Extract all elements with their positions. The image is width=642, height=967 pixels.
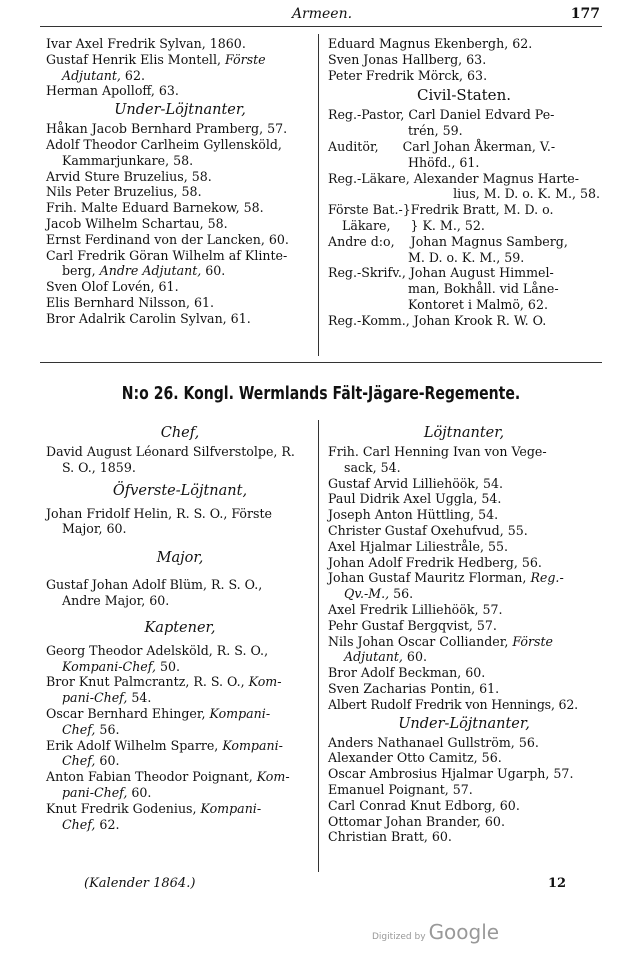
list-item: Bror Adalrik Carolin Sylvan, 61.: [46, 310, 251, 326]
list-item: man, Bokhåll. vid Låne-: [408, 281, 559, 297]
list-item: Reg.-Skrifv., Johan August Himmel-: [328, 265, 554, 281]
signature-number: 12: [548, 876, 567, 891]
regiment-title: N:o 26. Kongl. Wermlands Fält-Jägare-Regemente.: [121, 383, 521, 404]
page-header: [44, 6, 600, 24]
list-item: Läkare, } K. M., 52.: [342, 217, 485, 233]
list-item: Chef, 62.: [62, 816, 120, 832]
list-item: Carl Fredrik Göran Wilhelm af Klinte-: [46, 247, 288, 263]
section-heading: Under-Löjtnanter,: [114, 102, 246, 119]
list-item: Christian Bratt, 60.: [328, 829, 452, 845]
list-item: Ivar Axel Fredrik Sylvan, 1860.: [46, 36, 246, 51]
list-item: sack, 54.: [344, 459, 401, 475]
list-item: Frih. Carl Henning Ivan von Vege-: [328, 444, 547, 459]
list-item: Alexander Otto Camitz, 56.: [328, 750, 502, 766]
section-heading: Löjtnanter,: [423, 425, 505, 441]
list-item: Bror Knut Palmcrantz, R. S. O., Kom-: [46, 674, 282, 690]
list-item: Paul Didrik Axel Uggla, 54.: [328, 491, 502, 507]
column-divider: [318, 420, 319, 872]
list-item: Hhöfd., 61.: [408, 154, 480, 170]
list-item: Emanuel Poignant, 57.: [328, 781, 473, 797]
watermark-brand: Google: [428, 920, 500, 944]
section-heading: Öfverste-Löjtnant,: [112, 482, 248, 499]
list-item: M. D. o. K. M., 59.: [408, 249, 525, 265]
list-item: Andre d:o, Johan Magnus Samberg,: [328, 233, 568, 249]
footer-kalender: (Kalender 1864.): [84, 876, 196, 891]
top-left-column: [46, 36, 314, 327]
list-item: Sven Zacharias Pontin, 61.: [328, 680, 500, 696]
list-item: Johan Adolf Fredrik Hedberg, 56.: [328, 554, 542, 570]
list-item: Herman Apolloff, 63.: [46, 83, 179, 99]
list-item: Georg Theodor Adelsköld, R. S. O.,: [46, 642, 269, 658]
column-divider: [318, 34, 319, 356]
list-item: Bror Adolf Beckman, 60.: [328, 665, 486, 681]
bottom-right-column: [328, 422, 600, 845]
list-item: S. O., 1859.: [62, 459, 136, 475]
list-item: Johan Gustaf Mauritz Florman, Reg.-: [328, 570, 564, 586]
list-item: Carl Conrad Knut Edborg, 60.: [328, 797, 520, 813]
list-item: Qv.-M., 56.: [344, 586, 414, 602]
list-item: Anton Fabian Theodor Poignant, Kom-: [46, 769, 290, 785]
list-item: Erik Adolf Wilhelm Sparre, Kompani-: [46, 737, 283, 753]
list-item: Jacob Wilhelm Schartau, 58.: [46, 215, 228, 231]
list-item: Gustaf Henrik Elis Montell, Förste: [46, 51, 266, 67]
list-item: Adjutant, 60.: [344, 649, 427, 665]
list-item: Oscar Ambrosius Hjalmar Ugarph, 57.: [328, 766, 574, 782]
list-item: Anders Nathanael Gullström, 56.: [328, 734, 539, 750]
list-item: lius, M. D. o. K. M., 58.: [453, 186, 600, 202]
list-item: trén, 59.: [408, 123, 463, 139]
google-watermark: [372, 920, 499, 944]
list-item: Frih. Malte Eduard Barnekow, 58.: [46, 200, 264, 216]
list-item: Chef, 60.: [62, 753, 120, 769]
running-title: Armeen.: [291, 6, 353, 22]
list-item: Eduard Magnus Ekenbergh, 62.: [328, 36, 533, 51]
section-heading: Under-Löjtnanter,: [398, 715, 530, 732]
list-item: Oscar Bernhard Ehinger, Kompani-: [46, 705, 271, 721]
list-item: pani-Chef, 54.: [62, 690, 152, 706]
list-item: Kammarjunkare, 58.: [62, 152, 194, 168]
list-item: Kompani-Chef, 50.: [62, 658, 181, 674]
list-item: Knut Fredrik Godenius, Kompani-: [46, 800, 262, 816]
list-item: Sven Olof Lovén, 61.: [46, 279, 179, 295]
list-item: Elis Bernhard Nilsson, 61.: [46, 294, 214, 310]
list-item: Reg.-Komm., Johan Krook R. W. O.: [328, 312, 547, 328]
list-item: Peter Fredrik Mörck, 63.: [328, 67, 488, 83]
list-item: Adjutant, 62.: [62, 67, 145, 83]
list-item: Axel Fredrik Lilliehöök, 57.: [328, 601, 503, 617]
list-item: Auditör, Carl Johan Åkerman, V.-: [328, 138, 556, 154]
list-item: Christer Gustaf Oxehufvud, 55.: [328, 522, 528, 538]
list-item: Pehr Gustaf Bergqvist, 57.: [328, 617, 497, 633]
list-item: Johan Fridolf Helin, R. S. O., Förste: [46, 505, 272, 521]
list-item: Reg.-Pastor, Carl Daniel Edvard Pe-: [328, 107, 555, 123]
list-item: David August Léonard Silfverstolpe, R.: [46, 444, 295, 459]
list-item: Albert Rudolf Fredrik von Hennings, 62.: [328, 696, 578, 712]
list-item: Gustaf Johan Adolf Blüm, R. S. O.,: [46, 577, 263, 593]
list-item: Sven Jonas Hallberg, 63.: [328, 51, 487, 67]
list-item: Gustaf Arvid Lilliehöök, 54.: [328, 475, 504, 491]
list-item: pani-Chef, 60.: [62, 784, 152, 800]
section-heading: Chef,: [160, 425, 200, 441]
page-number: 177: [570, 6, 600, 22]
list-item: Förste Bat.-}Fredrik Bratt, M. D. o.: [328, 202, 554, 218]
header-rule: [40, 26, 602, 27]
list-item: Joseph Anton Hüttling, 54.: [328, 507, 499, 523]
list-item: Axel Hjalmar Liliestråle, 55.: [328, 538, 509, 554]
list-item: Major, 60.: [62, 521, 127, 537]
bottom-left-column: [46, 422, 314, 832]
list-item: Kontoret i Malmö, 62.: [408, 296, 548, 312]
list-item: Nils Johan Oscar Colliander, Förste: [328, 633, 553, 649]
list-item: berg, Andre Adjutant, 60.: [62, 263, 226, 279]
list-item: Adolf Theodor Carlheim Gyllensköld,: [46, 136, 282, 152]
section-heading: Major,: [156, 550, 204, 567]
section-rule: [40, 362, 602, 363]
list-item: Arvid Sture Bruzelius, 58.: [46, 168, 212, 184]
section-heading: Kaptener,: [144, 619, 216, 636]
list-item: Andre Major, 60.: [62, 592, 170, 608]
list-item: Reg.-Läkare, Alexander Magnus Harte-: [328, 170, 580, 186]
list-item: Ernst Ferdinand von der Lancken, 60.: [46, 231, 289, 247]
top-right-column: [328, 36, 600, 329]
section-heading: Civil-Staten.: [417, 86, 511, 105]
list-item: Chef, 56.: [62, 721, 120, 737]
list-item: Håkan Jacob Bernhard Pramberg, 57.: [46, 121, 288, 137]
watermark-small: Digitized by: [372, 932, 426, 942]
list-item: Nils Peter Bruzelius, 58.: [46, 184, 202, 200]
list-item: Ottomar Johan Brander, 60.: [328, 813, 505, 829]
